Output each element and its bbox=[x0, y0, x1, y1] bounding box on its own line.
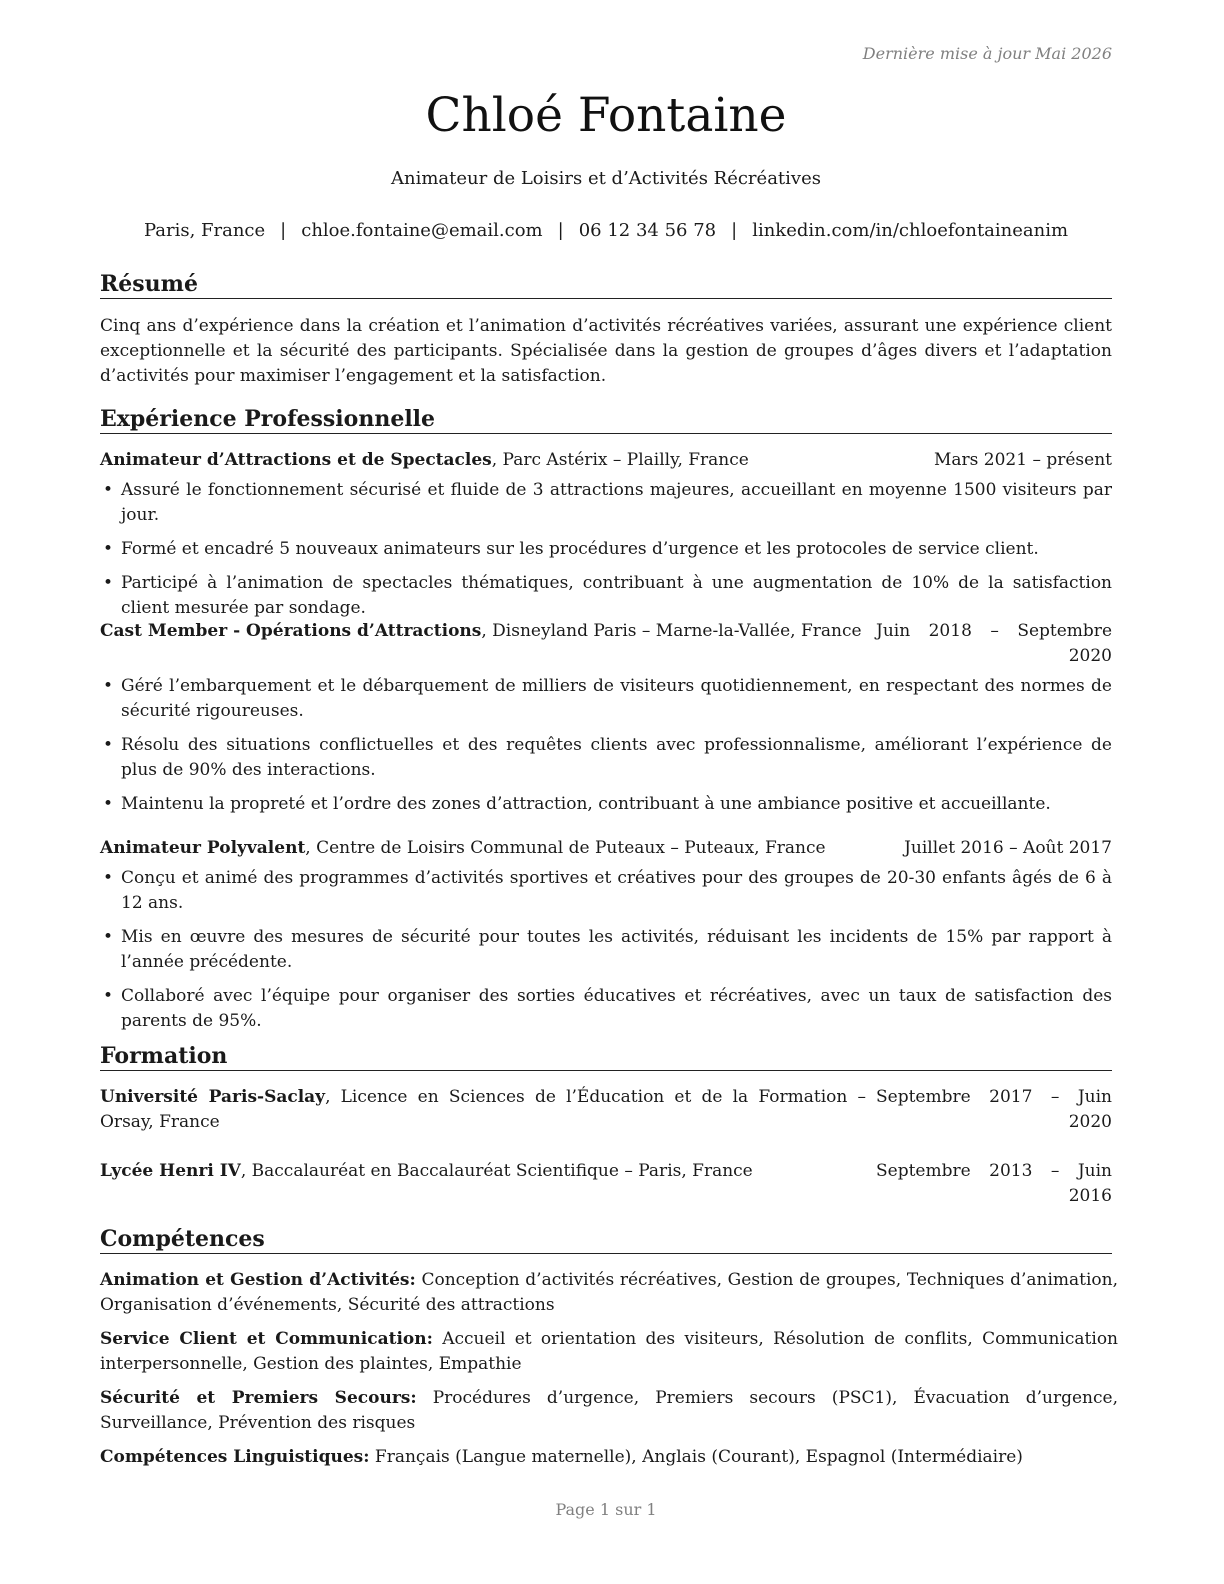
contact-phone: 06 12 34 56 78 bbox=[578, 220, 717, 241]
skill-text: Accueil et orientation des visiteurs, Résolution de conflits, Communication interpersonnelle, Gestion des plaintes, Empathie bbox=[100, 1329, 1118, 1374]
section-title-resume: Résumé bbox=[100, 270, 1112, 299]
contact-location: Paris, France bbox=[143, 220, 266, 241]
contact-linkedin[interactable]: linkedin.com/in/chloefontaineanim bbox=[752, 220, 1069, 241]
education-entry bbox=[100, 1085, 866, 1135]
education-school: Lycée Henri IV bbox=[100, 1161, 241, 1181]
skill-line bbox=[100, 1386, 1118, 1436]
section-title-experience: Expérience Professionnelle bbox=[100, 405, 1112, 434]
list-item: • Formé et encadré 5 nouveaux animateurs sur les procédures d’urgence et les protocoles de service client. bbox=[100, 537, 1112, 562]
job-dates: Juillet 2016 – Août 2017 bbox=[904, 838, 1112, 858]
education-dates: Septembre 2013 – Juin 2016 bbox=[876, 1161, 1112, 1206]
job-place: , Centre de Loisirs Communal de Puteaux – Puteaux, France bbox=[305, 838, 826, 858]
skill-label: Sécurité et Premiers Secours: bbox=[100, 1388, 417, 1408]
job-bullets bbox=[100, 866, 1112, 1043]
list-item: • Participé à l’animation de spectacles thématiques, contribuant à une augmentation de 10% de la satisfaction client mesurée par sondage. bbox=[100, 571, 1112, 621]
last-updated: Dernière mise à jour Mai 2026 bbox=[862, 44, 1112, 63]
list-item: • Collaboré avec l’équipe pour organiser des sorties éducatives et récréatives, avec un taux de satisfaction des parents de 95%. bbox=[100, 984, 1112, 1034]
list-item: • Géré l’embarquement et le débarquement de milliers de visiteurs quotidiennement, en respectant des normes de sécurité rigoureuses. bbox=[100, 674, 1112, 724]
job-dates: Mars 2021 – présent bbox=[933, 450, 1112, 470]
list-item: • Assuré le fonctionnement sécurisé et fluide de 3 attractions majeures, accueillant en moyenne 1500 visiteurs par jour. bbox=[100, 478, 1112, 528]
job-place: , Parc Astérix – Plailly, France bbox=[491, 450, 749, 470]
resume-page bbox=[100, 0, 1118, 1584]
job-role: Animateur Polyvalent bbox=[100, 838, 306, 858]
contact-email[interactable]: chloe.fontaine@email.com bbox=[301, 220, 543, 241]
skill-line bbox=[100, 1268, 1118, 1318]
skill-line bbox=[100, 1445, 1118, 1470]
list-item: • Conçu et animé des programmes d’activités sportives et créatives pour des groupes de 20-30 enfants âgés de 6 à 12 ans. bbox=[100, 866, 1112, 916]
list-item: • Maintenu la propreté et l’ordre des zones d’attraction, contribuant à une ambiance positive et accueillante. bbox=[100, 792, 1112, 817]
job-role: Cast Member - Opérations d’Attractions bbox=[100, 621, 482, 641]
list-item: • Mis en œuvre des mesures de sécurité pour toutes les activités, réduisant les incidents de 15% par rapport à l’année précédente. bbox=[100, 925, 1112, 975]
job-header bbox=[100, 619, 1112, 666]
education-entry bbox=[100, 1159, 866, 1184]
skill-line bbox=[100, 1327, 1118, 1377]
resume-text: Cinq ans d’expérience dans la création et l’animation d’activités récréatives variées, assurant une expérience client exceptionnelle et la sécurité des participants. Spécialisée dans la gestion de groupes d’âges divers et l’adaptation d’activités pour maximiser l’engagement et la satisfaction. bbox=[100, 316, 1112, 386]
job-bullets bbox=[100, 674, 1112, 826]
job-title: Animateur de Loisirs et d’Activités Récréatives bbox=[391, 168, 821, 189]
job-header bbox=[100, 836, 1112, 862]
contact-separator: | bbox=[731, 220, 738, 241]
section-title-skills: Compétences bbox=[100, 1225, 1112, 1254]
job-place: , Disneyland Paris – Marne-la-Vallée, France bbox=[481, 621, 862, 641]
contact-line bbox=[100, 218, 1112, 244]
education-school: Université Paris-Saclay bbox=[100, 1087, 326, 1107]
skill-text: Conception d’activités récréatives, Gestion de groupes, Techniques d’animation, Organisation d’événements, Sécurité des attractions bbox=[100, 1270, 1118, 1315]
section-title-education: Formation bbox=[100, 1042, 1112, 1071]
job-header bbox=[100, 448, 1112, 474]
skill-label: Service Client et Communication: bbox=[100, 1329, 433, 1349]
job-bullets bbox=[100, 478, 1112, 630]
page-number: Page 1 sur 1 bbox=[555, 1500, 657, 1519]
job-role: Animateur d’Attractions et de Spectacles bbox=[100, 450, 492, 470]
job-title-line bbox=[100, 836, 826, 861]
candidate-name: Chloé Fontaine bbox=[425, 88, 787, 143]
education-dates: Septembre 2017 – Juin 2020 bbox=[876, 1087, 1112, 1132]
job-dates: Juin 2018 – Septembre 2020 bbox=[876, 621, 1112, 666]
contact-separator: | bbox=[280, 220, 287, 241]
skill-text: Procédures d’urgence, Premiers secours (PSC1), Évacuation d’urgence, Surveillance, Prévention des risques bbox=[100, 1388, 1118, 1433]
skill-label: Animation et Gestion d’Activités: bbox=[100, 1270, 416, 1290]
education-detail: , Baccalauréat en Baccalauréat Scientifique – Paris, France bbox=[240, 1161, 753, 1181]
skill-text: Français (Langue maternelle), Anglais (Courant), Espagnol (Intermédiaire) bbox=[369, 1447, 1023, 1467]
education-detail: , Licence en Sciences de l’Éducation et de la Formation – Orsay, France bbox=[100, 1087, 866, 1132]
list-item: • Résolu des situations conflictuelles et des requêtes clients avec professionnalisme, améliorant l’expérience de plus de 90% des interactions. bbox=[100, 733, 1112, 783]
contact-separator: | bbox=[557, 220, 564, 241]
job-title-line bbox=[100, 619, 862, 644]
skill-label: Compétences Linguistiques: bbox=[100, 1447, 370, 1467]
job-title-line bbox=[100, 448, 749, 473]
